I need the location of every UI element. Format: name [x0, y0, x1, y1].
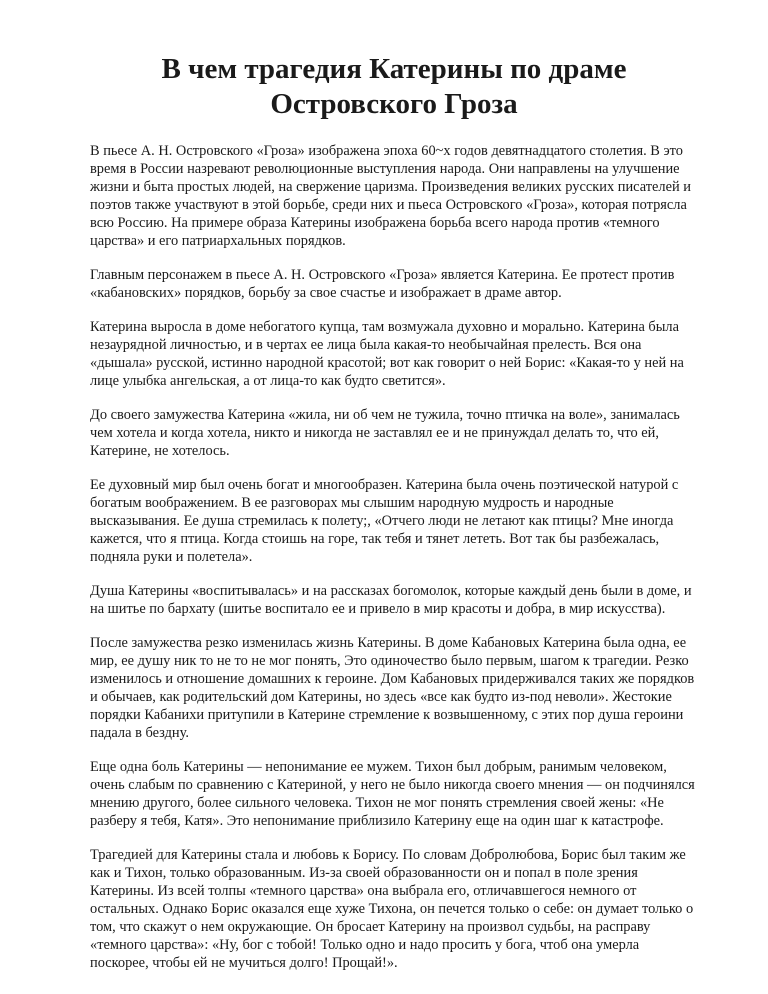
document-title: В чем трагедия Катерины по драме Островского Гроза	[161, 53, 627, 120]
paragraph-2: Главным персонажем в пьесе А. Н. Островского «Гроза» является Катерина. Ее протест против «кабановских» порядков, борьбу за свое счастье и изображает в драме автор.	[90, 267, 675, 301]
paragraph-7: После замужества резко изменилась жизнь Катерины. В доме Кабановых Катерина была одна, ее мир, ее душу ник то не то не мог понять, Это одиночество было первым, шагом к трагедии. Резко изменилось и отношение домашних к героине. Дом Кабановых придерживался таких же порядков и обычаев, как родительский дом Катерины, но здесь «все как будто из-под неволи». Жестокие порядки Кабанихи притупили в Катерине стремление к возвышенному, с этих пор душа героини падала в бездну.	[90, 635, 695, 741]
paragraph-5: Ее духовный мир был очень богат и многообразен. Катерина была очень поэтической натурой с богатым воображением. В ее разговорах мы слышим народную мудрость и народные высказывания. Ее душа стремилась к полету;, «Отчего люди не летают как птицы? Мне иногда кажется, что я птица. Когда стоишь на горе, так тебя и тянет лететь. Вот так бы разбежалась, подняла руки и полетела».	[90, 477, 679, 565]
paragraph-6: Душа Катерины «воспитывалась» и на рассказах богомолок, которые каждый день были в доме, и на шитье по бархату (шитье воспитало ее и привело в мир красоты и добра, в мир искусства).	[90, 583, 692, 617]
paragraph-4: До своего замужества Катерина «жила, ни об чем не тужила, точно птичка на воле», занималась чем хотела и когда хотела, никто и никогда не заставлял ее и не принуждал делать то, что ей, Катерине, не хотелось.	[90, 407, 680, 459]
paragraph-1: В пьесе А. Н. Островского «Гроза» изображена эпоха 60~х годов девятнадцатого столетия. В это время в России назревают революционные выступления народа. Они направлены на улучшение жизни и быта простых людей, на свержение царизма. Произведения великих русских писателей и поэтов также участвуют в этой борьбе, среди них и пьеса Островского «Гроза», которая потрясла всю Россию. На примере образа Катерины изображена борьба всего народа против «темного царства» и его патриархальных порядков.	[90, 143, 691, 249]
paragraph-9: Трагедией для Катерины стала и любовь к Борису. По словам Добролюбова, Борис был таким же как и Тихон, только образованным. Из-за своей образованности он и попал в поле зрения Катерины. Из всей толпы «темного царства» она выбрала его, отличавшегося немного от остальных. Однако Борис оказался еще хуже Тихона, он печется только о себе: он думает только о том, что скажут о нем окружающие. Он бросает Катерину на произвол судьбы, на расправу «темного царства»: «Ну, бог с тобой! Только одно и надо просить у бога, чтоб она умерла поскорее, чтобы ей не мучиться долго! Прощай!».	[90, 847, 694, 971]
paragraph-8: Еще одна боль Катерины — непонимание ее мужем. Тихон был добрым, ранимым человеком, очень слабым по сравнению с Катериной, у него не было никогда своего мнения — он подчинялся мнению другого, более сильного человека. Тихон не мог понять стремления своей жены: «Не разберу я тебя, Катя». Это непонимание приблизило Катерину еще на один шаг к катастрофе.	[90, 759, 695, 829]
paragraph-3: Катерина выросла в доме небогатого купца, там возмужала духовно и морально. Катерина была незаурядной личностью, и в чертах ее лица была какая-то необычайная прелесть. Вся она «дышала» русской, истинно народной красотой; вот как говорит о ней Борис: «Какая-то у ней на лице улыбка ангельская, а от лица-то как будто светится».	[90, 319, 684, 389]
